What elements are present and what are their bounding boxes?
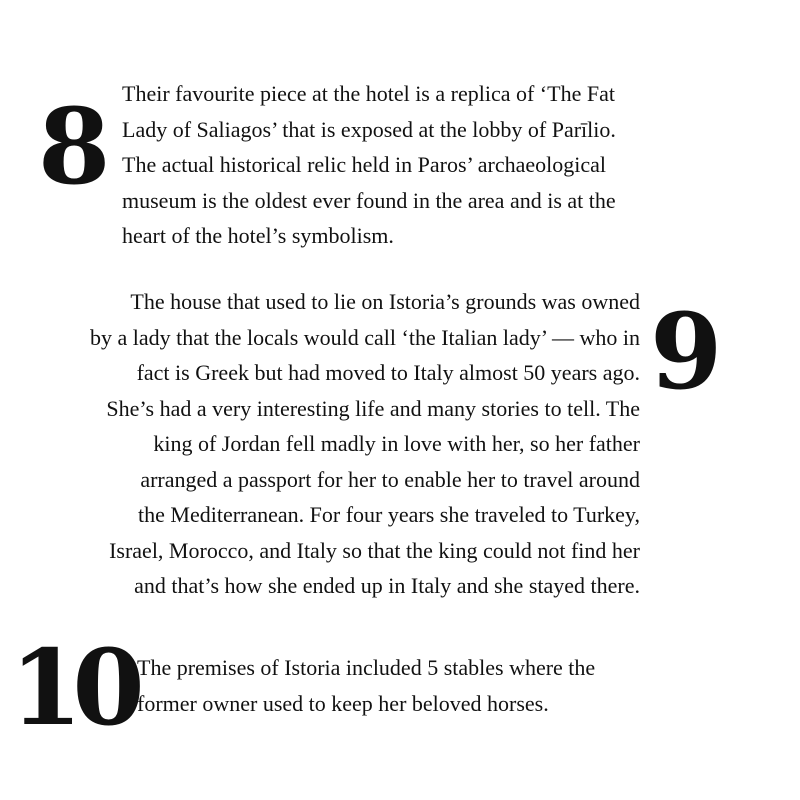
section-number-10: 10: [10, 626, 135, 749]
paragraph-line: Their favourite piece at the hotel is a replica of ‘The Fat: [122, 81, 615, 106]
paragraph-line: arranged a passport for her to enable her to travel around: [140, 466, 640, 492]
paragraph-line: by a lady that the locals would call ‘the Italian lady’ — who in: [89, 324, 640, 350]
section-number-9: 9: [650, 290, 723, 413]
paragraph-line: the Mediterranean. For four years she traveled to Turkey,: [138, 502, 640, 527]
paragraph-line: former owner used to keep her beloved horses.: [137, 690, 549, 716]
paragraph-line: The house that used to lie on Istoria’s grounds was owned: [130, 289, 640, 314]
section-10-paragraph: [137, 650, 697, 721]
paragraph-line: fact is Greek but had moved to Italy almost 50 years ago.: [136, 360, 640, 385]
paragraph-line: She’s had a very interesting life and many stories to tell. The: [106, 395, 640, 421]
paragraph-line: Lady of Saliagos’ that is exposed at the lobby of Parīlio.: [122, 116, 616, 142]
section-number-8: 8: [38, 85, 109, 208]
paragraph-line: king of Jordan fell madly in love with her, so her father: [153, 431, 640, 456]
paragraph-line: The actual historical relic held in Paros’ archaeological: [122, 152, 606, 177]
paragraph-line: Israel, Morocco, and Italy so that the king could not find her: [109, 537, 640, 563]
paragraph-line: and that’s how she ended up in Italy and she stayed there.: [134, 573, 640, 598]
section-9-paragraph: [38, 284, 640, 604]
section-8-paragraph: [122, 76, 702, 254]
paragraph-line: museum is the oldest ever found in the area and is at the: [122, 187, 616, 213]
paragraph-line: heart of the hotel’s symbolism.: [122, 223, 394, 248]
paragraph-line: The premises of Istoria included 5 stables where the: [137, 655, 596, 680]
